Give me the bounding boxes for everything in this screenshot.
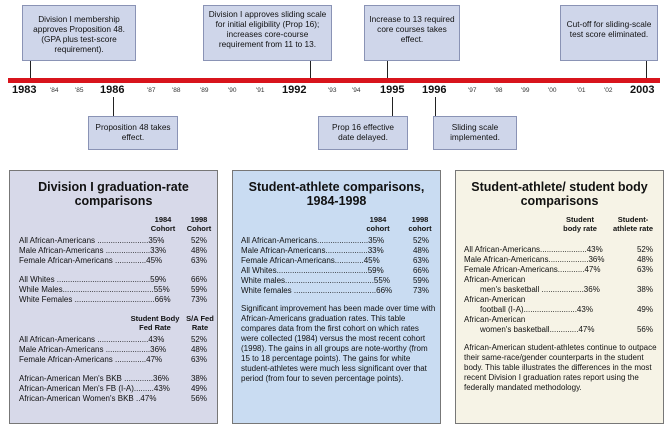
row-value: 49%	[636, 305, 653, 314]
row-label: While Males.........................................55%	[19, 285, 170, 294]
stem-2003	[646, 61, 647, 78]
row-label-cont: men's basketball ...................36%	[480, 285, 600, 294]
row-value: 52%	[190, 236, 207, 245]
row-label: African-American	[464, 315, 526, 324]
year-84: '84	[50, 87, 59, 94]
row-value: 63%	[190, 355, 207, 364]
row-label: White males........................................55%	[241, 276, 390, 285]
panel-paragraph: Significant improvement has been made over time with African-Americans graduation rates. This table compares data from the first cohort on which rates were collected (1984) versus the most recent cohort (1998). The gains in all groups are note-worthy (from 15 to 18 percentage points). The gains for white student-athletes were much less significant over that period (from four to seven percentage points).	[241, 304, 436, 383]
row-label: African-American Women's BKB ..47%	[19, 394, 157, 403]
row-label: African-American	[464, 295, 526, 304]
year-99: '99	[521, 87, 530, 94]
row-value: 66%	[412, 266, 429, 275]
row-value: 48%	[190, 246, 207, 255]
event-1995-above	[364, 5, 460, 61]
col-header-1984: 1984 Cohort	[150, 215, 176, 233]
row-label-cont: women's basketball.............47%	[480, 325, 595, 334]
event-text: Proposition 48 takes effect.	[95, 122, 171, 142]
row-label: All African-Americans.....................43%	[464, 245, 603, 254]
row-label: African-American Men's BKB .............36%	[19, 374, 170, 383]
event-1986-below	[88, 116, 178, 150]
col-header-student-body: Student body rate	[563, 215, 597, 233]
row-label: All African-Americans .......................35%	[19, 236, 165, 245]
row-label: Male African-Americans ....................33%	[19, 246, 167, 255]
row-value: 59%	[412, 276, 429, 285]
panel-division-graduation	[9, 170, 218, 424]
row-value: 48%	[636, 255, 653, 264]
row-value: 48%	[190, 345, 207, 354]
row-label: All Whites ..........................................59%	[19, 275, 167, 284]
panel-student-body-comparisons	[455, 170, 664, 424]
row-value: 38%	[190, 374, 207, 383]
year-87: '87	[147, 87, 156, 94]
stem-1995-below	[392, 97, 393, 116]
row-value: 56%	[190, 394, 207, 403]
year-1986: 1986	[100, 84, 125, 96]
row-label: African-American Men's FB (I-A).........43%	[19, 384, 170, 393]
year-98: '98	[494, 87, 503, 94]
row-label: Female African-Americans.............45%	[241, 256, 380, 265]
row-label: Male African-Americans...................33%	[241, 246, 384, 255]
year-2003: 2003	[630, 84, 655, 96]
row-value: 49%	[190, 384, 207, 393]
row-value: 52%	[412, 236, 429, 245]
stem-1986	[113, 97, 114, 116]
row-label: African-American	[464, 275, 526, 284]
row-value: 52%	[636, 245, 653, 254]
col-header-student-body: Student Body Fed Rate	[130, 314, 180, 332]
panel-student-athlete-comparisons	[232, 170, 441, 424]
panel-paragraph: African-American student-athletes continue to outpace their same-race/gender counterparts in the student body. This table illustrates the differences in the most recent Division I graduation rates report using the federally mandated methodology.	[464, 343, 657, 392]
row-label: Male African-Americans ....................36%	[19, 345, 167, 354]
year-90: '90	[228, 87, 237, 94]
row-value: 48%	[412, 246, 429, 255]
col-header-1998: 1998 Cohort	[186, 215, 212, 233]
event-text: Increase to 13 required core courses takes effect.	[369, 14, 455, 44]
col-header-1998: 1998 cohort	[408, 215, 432, 233]
year-1983: 1983	[12, 84, 37, 96]
year-89: '89	[200, 87, 209, 94]
event-1983	[22, 5, 136, 61]
year-1995: 1995	[380, 84, 405, 96]
year-01: '01	[577, 87, 586, 94]
stem-1995	[387, 61, 388, 78]
row-value: 73%	[190, 295, 207, 304]
event-text: Division I approves sliding scale for initial eligibility (Prop 16); increases core-course requirement from 11 to 13.	[208, 9, 327, 49]
row-value: 63%	[636, 265, 653, 274]
event-1995-below	[318, 116, 408, 150]
year-91: '91	[256, 87, 265, 94]
event-1996-below	[433, 116, 517, 150]
event-text: Division I membership approves Proposition 48. (GPA plus test-score requirement).	[33, 14, 125, 54]
row-label: All African-Americans.......................35%	[241, 236, 385, 245]
panel-title: Student-athlete comparisons, 1984-1998	[248, 180, 425, 208]
panel-title: Student-athlete/ student body comparisons	[471, 180, 648, 208]
col-header-sa: S/A Fed Rate	[186, 314, 214, 332]
event-1992-above	[203, 5, 332, 61]
row-label-cont: football (I-A)........................43%	[480, 305, 593, 314]
year-1996: 1996	[422, 84, 447, 96]
row-label: All Whites.........................................59%	[241, 266, 384, 275]
row-value: 63%	[412, 256, 429, 265]
row-value: 63%	[190, 256, 207, 265]
row-value: 73%	[412, 286, 429, 295]
year-88: '88	[172, 87, 181, 94]
event-text: Prop 16 effective date delayed.	[331, 122, 395, 142]
col-header-student-athlete: Student-athlete rate	[612, 215, 654, 233]
stem-1996	[435, 97, 436, 116]
stem-1992	[310, 61, 311, 78]
row-label: White females .....................................66%	[241, 286, 393, 295]
year-1992: 1992	[282, 84, 307, 96]
year-97: '97	[468, 87, 477, 94]
row-label: Female African-Americans ..............47%	[19, 355, 163, 364]
event-text: Cut-off for sliding-scale test score eliminated.	[566, 19, 652, 39]
row-value: 56%	[636, 325, 653, 334]
year-94: '94	[352, 87, 361, 94]
event-2003-above	[560, 5, 658, 61]
row-value: 66%	[190, 275, 207, 284]
row-value: 52%	[190, 335, 207, 344]
row-label: All African-Americans .......................43%	[19, 335, 165, 344]
col-header-1984: 1984 cohort	[366, 215, 390, 233]
timeline-bar	[8, 78, 660, 83]
row-label: Female African-Americans............47%	[464, 265, 601, 274]
year-00: '00	[548, 87, 557, 94]
year-02: '02	[604, 87, 613, 94]
year-85: '85	[75, 87, 84, 94]
row-label: Male African-Americans..................36%	[464, 255, 605, 264]
row-label: White Females ....................................66%	[19, 295, 171, 304]
row-label: Female African-Americans ..............45%	[19, 256, 163, 265]
row-value: 59%	[190, 285, 207, 294]
panel-title: Division I graduation-rate comparisons	[38, 180, 189, 208]
stem-1983	[30, 61, 31, 78]
event-text: Sliding scale implemented.	[450, 122, 500, 142]
row-value: 38%	[636, 285, 653, 294]
year-93: '93	[328, 87, 337, 94]
